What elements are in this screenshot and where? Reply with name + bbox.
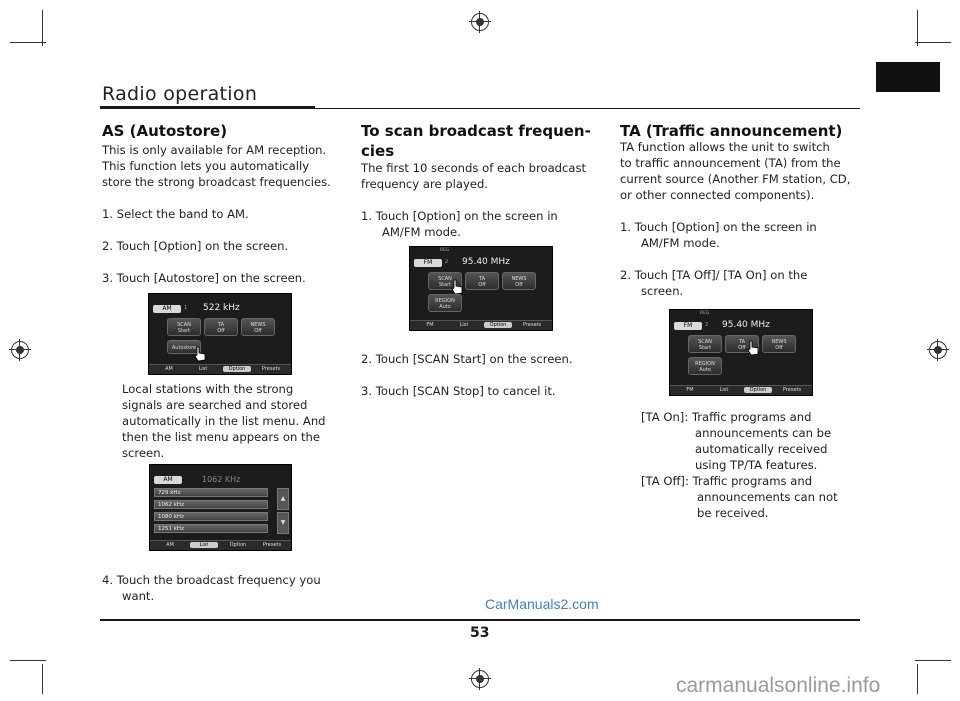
note-line: signals are searched and stored <box>122 398 308 412</box>
frequency-readout: 1062 KHz <box>202 475 241 484</box>
registration-mark <box>11 341 29 359</box>
tab-list: List <box>190 542 218 548</box>
ta-on-line: automatically received <box>695 442 828 456</box>
scan-heading-line2: cies <box>361 142 395 160</box>
scroll-up-button: ▲ <box>277 488 289 510</box>
hand-pointer-icon <box>450 279 464 295</box>
tab-option: Option <box>229 542 247 548</box>
news-off-button: NEWS Off <box>502 272 536 290</box>
tab-option: Option <box>484 322 512 328</box>
paragraph-line: TA function allows the unit to switch <box>620 140 830 154</box>
step-item: 3. Touch [Autostore] on the screen. <box>102 271 306 285</box>
list-item: 729 kHz <box>154 488 268 497</box>
list-item: 1062 kHz <box>154 500 268 509</box>
screenshot-am-list <box>149 464 292 551</box>
tab-am: AM <box>165 366 173 372</box>
autostore-heading: AS (Autostore) <box>102 122 228 140</box>
autostore-button: Autostore <box>167 340 201 354</box>
footer-rule <box>100 619 860 621</box>
region-auto-button: REGION Auto <box>688 357 722 375</box>
paragraph-line: current source (Another FM station, CD, <box>620 172 851 186</box>
step-item: 1. Touch [Option] on the screen in <box>361 209 558 223</box>
hand-pointer-icon <box>746 340 760 356</box>
step-item: 2. Touch [Option] on the screen. <box>102 239 289 253</box>
watermark: CarManuals2.com <box>485 596 599 612</box>
tab-am: AM <box>166 542 174 548</box>
ta-off-button: TA Off <box>204 318 238 336</box>
step-item: 4. Touch the broadcast frequency you <box>102 573 321 587</box>
ta-heading: TA (Traffic announcement) <box>620 122 843 140</box>
paragraph-line: This function lets you automatically <box>102 159 310 173</box>
paragraph-line: frequency are played. <box>361 177 488 191</box>
screenshot-fm-scan <box>409 246 553 331</box>
frequency-readout: 95.40 MHz <box>462 257 510 267</box>
paragraph-line: or other connected components). <box>620 188 815 202</box>
scan-start-button: SCAN Start <box>167 318 201 336</box>
region-auto-button: REGION Auto <box>428 294 462 312</box>
tab-presets: Presets <box>262 542 282 548</box>
note-line: Local stations with the strong <box>122 382 294 396</box>
tab-option: Option <box>744 387 772 393</box>
ta-on-line: using TP/TA features. <box>695 458 818 472</box>
section-title: Radio operation <box>102 83 258 105</box>
reg-indicator: REG <box>440 248 450 253</box>
paragraph-line: The first 10 seconds of each broadcast <box>361 161 587 175</box>
step-item: 3. Touch [SCAN Stop] to cancel it. <box>361 384 556 398</box>
tab-list: List <box>459 322 469 328</box>
preset-number: 2 <box>705 322 709 328</box>
list-item: 1251 kHz <box>154 524 268 533</box>
note-line: screen. <box>122 446 165 460</box>
step-item-continued: AM/FM mode. <box>641 236 720 250</box>
paragraph-line: to traffic announcement (TA) from the <box>620 156 841 170</box>
list-item: 1080 kHz <box>154 512 268 521</box>
scan-start-button: SCAN Start <box>688 335 722 353</box>
ta-off-line: [TA Off]: Traffic programs and <box>641 474 813 488</box>
scan-start-button: SCAN Start <box>428 272 462 290</box>
ta-on-line: announcements can be <box>695 426 832 440</box>
preset-number: 1 <box>184 305 188 311</box>
tab-presets: Presets <box>522 322 542 328</box>
screenshot-fm-ta <box>669 309 813 396</box>
step-item-continued: want. <box>122 589 155 603</box>
tab-option: Option <box>223 366 251 372</box>
ta-off-line: announcements can not <box>697 490 838 504</box>
tab-presets: Presets <box>261 366 281 372</box>
screenshot-am-option <box>148 293 292 375</box>
registration-mark <box>929 341 947 359</box>
page-number: 53 <box>470 625 490 641</box>
step-item: 2. Touch [TA Off]/ [TA On] on the <box>620 268 808 282</box>
band-badge: AM <box>153 305 181 313</box>
step-item-continued: AM/FM mode. <box>382 225 461 239</box>
preset-number: 2 <box>445 259 449 265</box>
step-item: 1. Touch [Option] on the screen in <box>620 220 817 234</box>
band-badge: FM <box>674 322 702 330</box>
band-badge: FM <box>414 259 442 267</box>
step-item: 2. Touch [SCAN Start] on the screen. <box>361 352 573 366</box>
hand-pointer-icon <box>193 346 207 362</box>
ta-off-button: TA Off <box>465 272 499 290</box>
frequency-readout: 522 kHz <box>203 303 240 313</box>
tab-fm: FM <box>686 387 694 393</box>
news-off-button: NEWS Off <box>762 335 796 353</box>
registration-mark <box>471 13 489 31</box>
scan-heading-line1: To scan broadcast frequen- <box>361 122 591 140</box>
tab-fm: FM <box>426 322 434 328</box>
band-badge: AM <box>154 476 182 484</box>
header-rule-thick <box>100 106 315 109</box>
step-item-continued: screen. <box>641 284 684 298</box>
frequency-readout: 95.40 MHz <box>722 320 770 330</box>
tab-list: List <box>198 366 208 372</box>
tab-list: List <box>719 387 729 393</box>
reg-indicator: REG <box>700 311 710 316</box>
paragraph-line: This is only available for AM reception. <box>102 143 327 157</box>
ta-off-button: TA Off <box>725 335 759 353</box>
site-watermark: carmanualsonline.info <box>676 674 881 697</box>
tab-presets: Presets <box>782 387 802 393</box>
note-line: automatically in the list menu. And <box>122 414 326 428</box>
note-line: then the list menu appears on the <box>122 430 320 444</box>
step-item: 1. Select the band to AM. <box>102 207 249 221</box>
scroll-down-button: ▼ <box>277 512 289 534</box>
ta-on-line: [TA On]: Traffic programs and <box>641 410 812 424</box>
ta-off-line: be received. <box>697 506 769 520</box>
paragraph-line: store the strong broadcast frequencies. <box>102 175 331 189</box>
news-off-button: NEWS Off <box>241 318 275 336</box>
registration-mark <box>471 670 489 688</box>
chapter-tab-block <box>876 62 940 92</box>
